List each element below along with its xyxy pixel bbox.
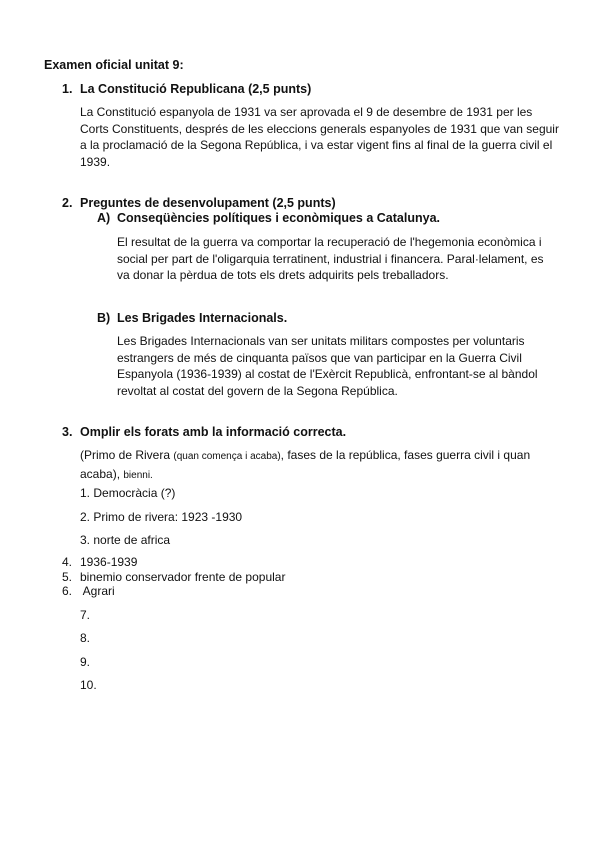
question-2b-title: Les Brigades Internacionals. bbox=[117, 311, 288, 325]
list-item bbox=[80, 631, 90, 645]
list-item-number: 5. bbox=[62, 570, 73, 584]
question-2-title: Preguntes de desenvolupament (2,5 punts) bbox=[80, 196, 336, 210]
hint-text-2: , fases de la república, fases guerra civil i quan acaba), bbox=[80, 448, 531, 481]
hint-text-1: (Primo de Rivera bbox=[80, 448, 174, 462]
list-item bbox=[80, 655, 90, 669]
question-2a-heading bbox=[97, 211, 440, 225]
list-item-text: norte de africa bbox=[93, 533, 171, 547]
question-3-title: Omplir els forats amb la informació correcta. bbox=[80, 425, 347, 439]
question-2a-label: A) bbox=[97, 211, 111, 225]
list-item-number: 10. bbox=[80, 678, 97, 692]
list-item-number: 2. bbox=[80, 510, 91, 524]
list-item-text: Primo de rivera: 1923 -1930 bbox=[93, 510, 243, 524]
list-item bbox=[62, 555, 137, 569]
list-item-number: 9. bbox=[80, 655, 91, 669]
exam-title: Examen oficial unitat 9: bbox=[44, 58, 184, 72]
hint-small-1: (quan comença i acaba) bbox=[173, 451, 281, 462]
question-2b-answer: Les Brigades Internacionals van ser unitats militars compostes per voluntaris estrangers de més de cinquanta països que van participar en la Guerra Civil Espanyola (1936-1939) al costat de l'Exèrcit Republicà, enfrontant-se al bàndol revoltat al costat del govern de la Segona República. bbox=[117, 334, 538, 398]
list-item-number: 6. bbox=[62, 584, 73, 598]
list-item bbox=[80, 486, 175, 500]
list-item bbox=[80, 533, 170, 547]
list-item-number: 4. bbox=[62, 555, 73, 569]
question-2a-answer: El resultat de la guerra va comportar la recuperació de l'hegemonia econòmica i social per part de l'oligarquia terratinent, industrial i financera. Paral·lelament, es va donar la pèrdua de tots els drets adquirits pels treballadors. bbox=[117, 235, 544, 282]
list-item bbox=[62, 570, 285, 584]
question-3-hint bbox=[80, 447, 550, 484]
list-item bbox=[62, 584, 115, 598]
question-3-heading bbox=[62, 425, 346, 439]
question-1-title: La Constitució Republicana (2,5 punts) bbox=[80, 82, 312, 96]
list-item bbox=[80, 608, 90, 622]
hint-small-2: bienni. bbox=[123, 469, 153, 481]
list-item-number: 8. bbox=[80, 631, 91, 645]
list-item bbox=[80, 510, 242, 524]
question-1-number: 1. bbox=[62, 82, 73, 96]
list-item-text: binemio conservador frente de popular bbox=[80, 570, 286, 584]
list-item bbox=[80, 678, 97, 692]
list-item-text: Agrari bbox=[80, 584, 115, 598]
list-item-text: 1936-1939 bbox=[80, 555, 138, 569]
question-2a-title: Conseqüències polítiques i econòmiques a Catalunya. bbox=[117, 211, 440, 225]
question-1-heading bbox=[62, 82, 311, 96]
list-item-number: 7. bbox=[80, 608, 91, 622]
question-2b-heading bbox=[97, 311, 287, 325]
question-2b-label: B) bbox=[97, 311, 111, 325]
list-item-number: 1. bbox=[80, 486, 91, 500]
question-2-heading bbox=[62, 196, 336, 210]
question-2-number: 2. bbox=[62, 196, 73, 210]
list-item-text: Democràcia (?) bbox=[93, 486, 176, 500]
question-1-answer: La Constitució espanyola de 1931 va ser aprovada el 9 de desembre de 1931 per les Corts Constituents, després de les eleccions generals espanyoles de 1931 que van seguir a la proclamació de la Segona República, i va estar vigent fins al final de la guerra civil el 1939. bbox=[80, 105, 559, 169]
question-3-number: 3. bbox=[62, 425, 73, 439]
list-item-number: 3. bbox=[80, 533, 91, 547]
